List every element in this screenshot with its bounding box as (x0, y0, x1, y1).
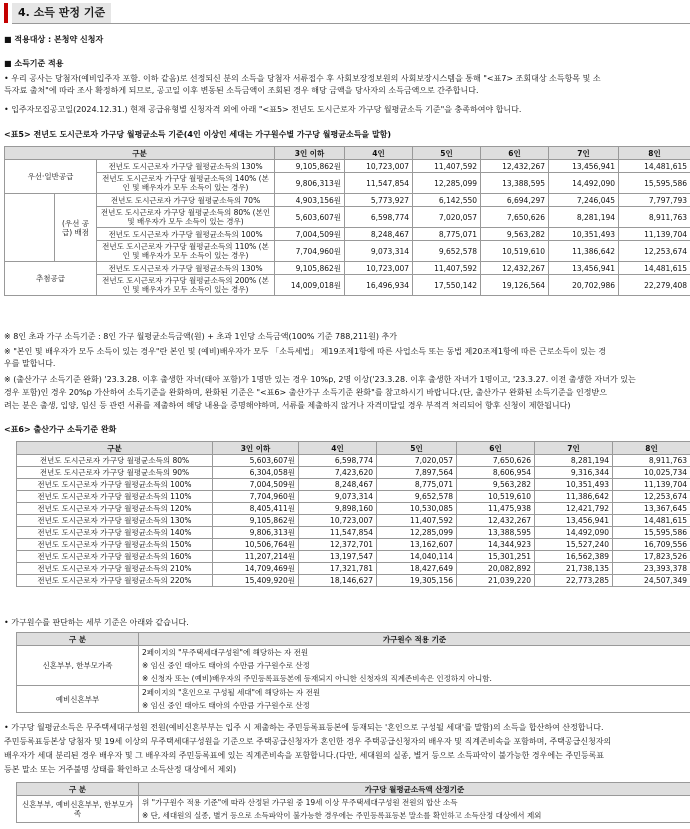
note-3: 우를 말합니다. (4, 359, 56, 368)
income-value: 8,606,954 (457, 467, 535, 479)
table6-header-row (17, 442, 690, 455)
row-label: 예비신혼부부 (17, 686, 139, 713)
household-count-table (16, 632, 690, 713)
group-label: (우선 공급) 배점 (55, 194, 97, 262)
birth-household-table (16, 441, 690, 587)
row-description: 전년도 도시근로자 가구당 월평균소득의 80% (본인 및 배우자가 모두 소득이 있는 경우) (97, 207, 275, 228)
income-para-3: 배우자가 세대 분리된 경우 배우자 및 그 배우자의 주민등록표에 있는 직계존비속을 포함합니다.(다만, 세대원의 실종, 별거 등으로 소득파악이 불가능한 경우에는 주민등록표 (4, 751, 605, 760)
income-value: 14,709,469원 (213, 563, 299, 575)
income-value: 8,281,194 (535, 455, 613, 467)
income-value: 12,285,099 (413, 173, 481, 194)
income-value: 10,723,007 (345, 160, 413, 173)
income-value: 8,911,763 (613, 455, 690, 467)
income-value: 8,911,763 (619, 207, 690, 228)
income-value: 10,025,734 (613, 467, 690, 479)
table-header-cell: 가구원수 적용 기준 (139, 633, 690, 646)
income-value: 8,281,194 (549, 207, 619, 228)
table-header-cell: 구 분 (17, 783, 139, 796)
income-value: 14,481,615 (613, 515, 690, 527)
income-value: 11,407,592 (377, 515, 457, 527)
income-value: 12,421,792 (535, 503, 613, 515)
income-value: 7,704,960원 (275, 241, 345, 262)
table5-header-cell: 구분 (5, 147, 275, 160)
income-value: 6,598,774 (299, 455, 377, 467)
section-title: 4. 소득 판정 기준 (12, 3, 111, 23)
group-spacer (5, 194, 55, 262)
income-value: 9,652,578 (413, 241, 481, 262)
income-value: 9,073,314 (299, 491, 377, 503)
income-value: 7,423,620 (299, 467, 377, 479)
criteria-para-1: • 우리 공사는 당첨자(예비입주자 포함. 이하 같음)로 선정되신 분의 소득을 당첨자 서류접수 후 사회보장정보원의 사회보장시스템을 통해 "<표7> 조회대상 소득항목 및 소 (4, 74, 601, 83)
table5-header-cell: 3인 이하 (275, 147, 345, 160)
income-value: 18,146,627 (299, 575, 377, 587)
table-row (17, 575, 690, 587)
income-value: 14,040,114 (377, 551, 457, 563)
income-value: 14,481,615 (619, 160, 690, 173)
table5-header-cell: 6인 (481, 147, 549, 160)
income-value: 8,405,411원 (213, 503, 299, 515)
table-row (5, 275, 690, 296)
table-row (5, 207, 690, 228)
criteria-line: 위 "가구원수 적용 기준"에 따라 산정된 가구원 중 19세 이상 무주택세대구성원 전원의 합산 소득 (142, 798, 458, 807)
income-value: 13,388,595 (457, 527, 535, 539)
income-value: 11,475,938 (457, 503, 535, 515)
table6-header-cell: 4인 (299, 442, 377, 455)
income-value: 21,039,220 (457, 575, 535, 587)
income-value: 13,197,547 (299, 551, 377, 563)
income-value: 8,775,071 (377, 479, 457, 491)
table-row (17, 646, 690, 686)
income-value: 6,142,550 (413, 194, 481, 207)
income-value: 16,496,934 (345, 275, 413, 296)
row-description: 전년도 도시근로자 가구당 월평균소득의 210% (17, 563, 213, 575)
criteria-line: 2페이지의 "무주택세대구성원"에 해당하는 자 전원 (142, 648, 309, 657)
income-value: 14,344,923 (457, 539, 535, 551)
income-value: 4,903,156원 (275, 194, 345, 207)
note-2: ※ "본인 및 배우자가 모두 소득이 있는 경우"란 본인 및 (예비)배우자가 모두 「소득세법」 제19조제1항에 따른 사업소득 또는 동법 제20조제1항에 따른 근로소득이 있는 경 (4, 347, 606, 356)
income-value: 16,562,389 (535, 551, 613, 563)
income-value: 11,139,704 (613, 479, 690, 491)
income-value: 19,126,564 (481, 275, 549, 296)
income-value: 9,563,282 (481, 228, 549, 241)
income-value: 6,694,297 (481, 194, 549, 207)
table-row (17, 796, 690, 823)
row-description: 전년도 도시근로자 가구당 월평균소득의 110% (본인 및 배우자가 모두 소득이 있는 경우) (97, 241, 275, 262)
income-value: 12,432,267 (481, 160, 549, 173)
income-value: 8,775,071 (413, 228, 481, 241)
table6-header-cell: 3인 이하 (213, 442, 299, 455)
income-value: 14,009,018원 (275, 275, 345, 296)
income-value: 9,073,314 (345, 241, 413, 262)
table-row (5, 228, 690, 241)
table-header-cell: 가구당 월평균소득액 산정기준 (139, 783, 690, 796)
table-row (17, 467, 690, 479)
income-value: 6,304,058원 (213, 467, 299, 479)
table6-header-cell: 구분 (17, 442, 213, 455)
income-value: 6,598,774 (345, 207, 413, 228)
income-value: 10,519,610 (481, 241, 549, 262)
income-value: 13,456,941 (535, 515, 613, 527)
income-value: 5,603,607원 (213, 455, 299, 467)
table-row (17, 527, 690, 539)
note-5: 경우 포함)인 경우 20%p 가산하여 소득기준을 완화하며, 완화된 기준은 "<표6> 출산가구 소득기준 완화"를 참고하시기 바랍니다.(단, 출산가구 완화된 소득기준을 인정받으 (4, 388, 607, 397)
row-description: 전년도 도시근로자 가구당 월평균소득의 130% (97, 160, 275, 173)
income-para-4: 등본 말소 또는 거주불명 상태를 확인하고 소득산정 대상에서 제외) (4, 765, 237, 774)
income-value: 10,351,493 (535, 479, 613, 491)
income-value: 10,351,493 (549, 228, 619, 241)
table-row (5, 173, 690, 194)
income-value: 11,386,642 (549, 241, 619, 262)
income-value: 9,105,862원 (275, 262, 345, 275)
income-value: 17,823,526 (613, 551, 690, 563)
income-value: 9,652,578 (377, 491, 457, 503)
table5-header-cell: 8인 (619, 147, 690, 160)
row-label: 신혼부부, 한부모가족 (17, 646, 139, 686)
row-description: 전년도 도시근로자 가구당 월평균소득의 110% (17, 491, 213, 503)
row-criteria (139, 686, 690, 713)
note-4: ※ (출산가구 소득기준 완화) '23.3.28. 이후 출생한 자녀(태아 포함)가 1명만 있는 경우 10%p, 2명 이상('23.3.28. 이후 출생한 자녀가 1명이고, '23.3.27. 이전 출생한 자녀가 있는 (4, 375, 636, 384)
income-value: 20,082,892 (457, 563, 535, 575)
income-value: 7,004,509원 (213, 479, 299, 491)
criteria-para-2: 득자료 출처"에 따라 조사 확정하게 되므로, 공고일 이후 변동된 소득금액이 조회된 경우 해당 금액을 당사자의 소득금액으로 간주합니다. (4, 86, 479, 95)
row-criteria (139, 796, 690, 823)
table5-header-cell: 7인 (549, 147, 619, 160)
table-row (5, 262, 690, 275)
income-value: 10,506,764원 (213, 539, 299, 551)
income-value: 10,723,007 (299, 515, 377, 527)
income-value: 11,386,642 (535, 491, 613, 503)
household-intro: • 가구원수를 판단하는 세부 기준은 아래와 같습니다. (4, 618, 189, 627)
table-row (17, 503, 690, 515)
table-row (17, 539, 690, 551)
table-row (17, 551, 690, 563)
income-value: 13,367,645 (613, 503, 690, 515)
income-value: 23,393,378 (613, 563, 690, 575)
income-value: 18,427,649 (377, 563, 457, 575)
income-value: 12,285,099 (377, 527, 457, 539)
income-value: 9,806,313원 (275, 173, 345, 194)
income-value: 12,253,674 (613, 491, 690, 503)
row-description: 전년도 도시근로자 가구당 월평균소득의 120% (17, 503, 213, 515)
table6-header-cell: 7인 (535, 442, 613, 455)
income-value: 12,432,267 (457, 515, 535, 527)
row-description: 전년도 도시근로자 가구당 월평균소득의 80% (17, 455, 213, 467)
income-value: 11,407,592 (413, 160, 481, 173)
row-description: 전년도 도시근로자 가구당 월평균소득의 130% (97, 262, 275, 275)
section-header (0, 3, 690, 25)
note-1: ※ 8인 초과 가구 소득기준 : 8인 가구 월평균소득금액(원) + 초과 1인당 소득금액(100% 기준 788,211원) 추가 (4, 332, 397, 341)
table-row (17, 563, 690, 575)
income-value: 10,519,610 (457, 491, 535, 503)
income-value: 10,530,085 (377, 503, 457, 515)
table7-header-row (17, 633, 690, 646)
income-para-1: • 가구당 월평균소득은 무주택세대구성원 전원(예비신혼부부는 입주 시 제출하는 주민등록표등본에 등재되는 '혼인으로 구성될 세대'를 말함)의 소득을 합산하여 산정합니다. (4, 723, 604, 732)
income-value: 9,316,344 (535, 467, 613, 479)
income-value: 9,105,862원 (213, 515, 299, 527)
row-description: 전년도 도시근로자 가구당 월평균소득의 70% (97, 194, 275, 207)
income-value: 7,020,057 (377, 455, 457, 467)
income-value: 13,456,941 (549, 160, 619, 173)
row-description: 전년도 도시근로자 가구당 월평균소득의 140% (17, 527, 213, 539)
table-row (17, 686, 690, 713)
row-criteria (139, 646, 690, 686)
income-value: 12,432,267 (481, 262, 549, 275)
row-description: 전년도 도시근로자 가구당 월평균소득의 130% (17, 515, 213, 527)
income-value: 16,709,556 (613, 539, 690, 551)
criteria-title: ■ 소득기준 적용 (4, 59, 64, 68)
row-description: 전년도 도시근로자 가구당 월평균소득의 160% (17, 551, 213, 563)
table-row (5, 160, 690, 173)
row-description: 전년도 도시근로자 가구당 월평균소득의 100% (17, 479, 213, 491)
income-value: 5,603,607원 (275, 207, 345, 228)
income-value: 7,020,057 (413, 207, 481, 228)
income-value: 15,595,586 (613, 527, 690, 539)
income-value: 7,797,793 (619, 194, 690, 207)
row-description: 전년도 도시근로자 가구당 월평균소득의 150% (17, 539, 213, 551)
income-value: 5,773,927 (345, 194, 413, 207)
income-value: 12,253,674 (619, 241, 690, 262)
header-underline (12, 23, 690, 24)
income-value: 15,595,586 (619, 173, 690, 194)
income-value: 22,279,408 (619, 275, 690, 296)
income-value: 10,723,007 (345, 262, 413, 275)
criteria-line: ※ 임신 중인 태아도 태아의 수만큼 가구원수로 산정 (142, 701, 310, 710)
table5-caption: <표5> 전년도 도시근로자 가구당 월평균소득 기준(4인 이상인 세대는 가구원수별 가구당 월평균소득을 말함) (4, 130, 392, 139)
income-value: 11,207,214원 (213, 551, 299, 563)
income-value: 9,105,862원 (275, 160, 345, 173)
criteria-line: ※ 신청자 또는 (예비)배우자의 주민등록표등본에 등재되지 아니한 신청자의 직계존비속은 인정하지 아니함. (142, 674, 492, 683)
income-calc-table (16, 782, 690, 823)
income-value: 13,162,607 (377, 539, 457, 551)
income-value: 24,507,349 (613, 575, 690, 587)
row-label: 신혼부부, 예비신혼부부, 한부모가족 (17, 796, 139, 823)
income-value: 11,547,854 (345, 173, 413, 194)
income-value: 22,773,285 (535, 575, 613, 587)
income-value: 11,547,854 (299, 527, 377, 539)
note-6: 려는 분은 출생, 입양, 임신 등 관련 서류를 제출하여 해당 내용을 증명해야하며, 서류를 제출하지 않거나 자격미달일 경우 부적격 처리되어 향후 신청이 제한됩니다) (4, 401, 571, 410)
table-row (17, 479, 690, 491)
income-value: 15,301,251 (457, 551, 535, 563)
income-value: 14,481,615 (619, 262, 690, 275)
criteria-line: 2페이지의 "혼인으로 구성될 세대"에 해당하는 자 전원 (142, 688, 321, 697)
income-value: 9,898,160 (299, 503, 377, 515)
table-row (17, 515, 690, 527)
table5-header-cell: 4인 (345, 147, 413, 160)
table5-header-cell: 5인 (413, 147, 481, 160)
row-description: 전년도 도시근로자 가구당 월평균소득의 200% (본인 및 배우자가 모두 소득이 있는 경우) (97, 275, 275, 296)
group-label: 추첨공급 (5, 262, 97, 296)
table6-caption: <표6> 출산가구 소득기준 완화 (4, 425, 117, 434)
income-standard-table (4, 146, 690, 296)
income-value: 19,305,156 (377, 575, 457, 587)
row-description: 전년도 도시근로자 가구당 월평균소득의 100% (97, 228, 275, 241)
income-value: 14,492,090 (535, 527, 613, 539)
target-line: ■ 적용대상 : 본청약 신청자 (4, 35, 104, 44)
income-value: 15,409,920원 (213, 575, 299, 587)
income-value: 17,550,142 (413, 275, 481, 296)
income-value: 7,246,045 (549, 194, 619, 207)
income-value: 21,738,135 (535, 563, 613, 575)
header-accent-bar (4, 3, 8, 23)
income-value: 14,492,090 (549, 173, 619, 194)
row-description: 전년도 도시근로자 가구당 월평균소득의 90% (17, 467, 213, 479)
table6-header-cell: 5인 (377, 442, 457, 455)
table6-header-cell: 6인 (457, 442, 535, 455)
income-value: 7,004,509원 (275, 228, 345, 241)
income-value: 20,702,986 (549, 275, 619, 296)
income-value: 12,372,701 (299, 539, 377, 551)
income-value: 11,139,704 (619, 228, 690, 241)
row-description: 전년도 도시근로자 가구당 월평균소득의 220% (17, 575, 213, 587)
income-value: 8,248,467 (345, 228, 413, 241)
table-row (17, 491, 690, 503)
table5-header-row (5, 147, 690, 160)
criteria-line: ※ 단, 세대원의 실종, 별거 등으로 소득파악이 불가능한 경우에는 주민등록표등본 말소를 확인하고 소득산정 대상에서 제외 (142, 811, 542, 820)
income-value: 7,650,626 (457, 455, 535, 467)
criteria-para-3: • 입주자모집공고일(2024.12.31.) 현재 공급유형별 신청자격 외에 아래 "<표5> 전년도 도시근로자 가구당 월평균소득 기준"을 충족하여야 합니다. (4, 105, 522, 114)
row-description: 전년도 도시근로자 가구당 월평균소득의 140% (본인 및 배우자가 모두 소득이 있는 경우) (97, 173, 275, 194)
table-row (5, 241, 690, 262)
income-value: 9,563,282 (457, 479, 535, 491)
table6-header-cell: 8인 (613, 442, 690, 455)
income-value: 7,704,960원 (213, 491, 299, 503)
table8-header-row (17, 783, 690, 796)
table-row (17, 455, 690, 467)
income-value: 11,407,592 (413, 262, 481, 275)
income-value: 17,321,781 (299, 563, 377, 575)
income-value: 8,248,467 (299, 479, 377, 491)
income-value: 9,806,313원 (213, 527, 299, 539)
income-value: 15,527,240 (535, 539, 613, 551)
income-para-2: 주민등록표등본상 당첨자 및 19세 이상의 무주택세대구성원을 기준으로 주택공급신청자가 혼인한 경우 주택공급신청자의 배우자 및 직계존비속을 포함하며, 주택공급신청자의 (4, 737, 612, 746)
income-value: 7,897,564 (377, 467, 457, 479)
income-value: 13,388,595 (481, 173, 549, 194)
group-label: 우선·일반공급 (5, 160, 97, 194)
table-header-cell: 구 분 (17, 633, 139, 646)
criteria-line: ※ 임신 중인 태아도 태아의 수만큼 가구원수로 산정 (142, 661, 310, 670)
income-value: 7,650,626 (481, 207, 549, 228)
table-row (5, 194, 690, 207)
income-value: 13,456,941 (549, 262, 619, 275)
